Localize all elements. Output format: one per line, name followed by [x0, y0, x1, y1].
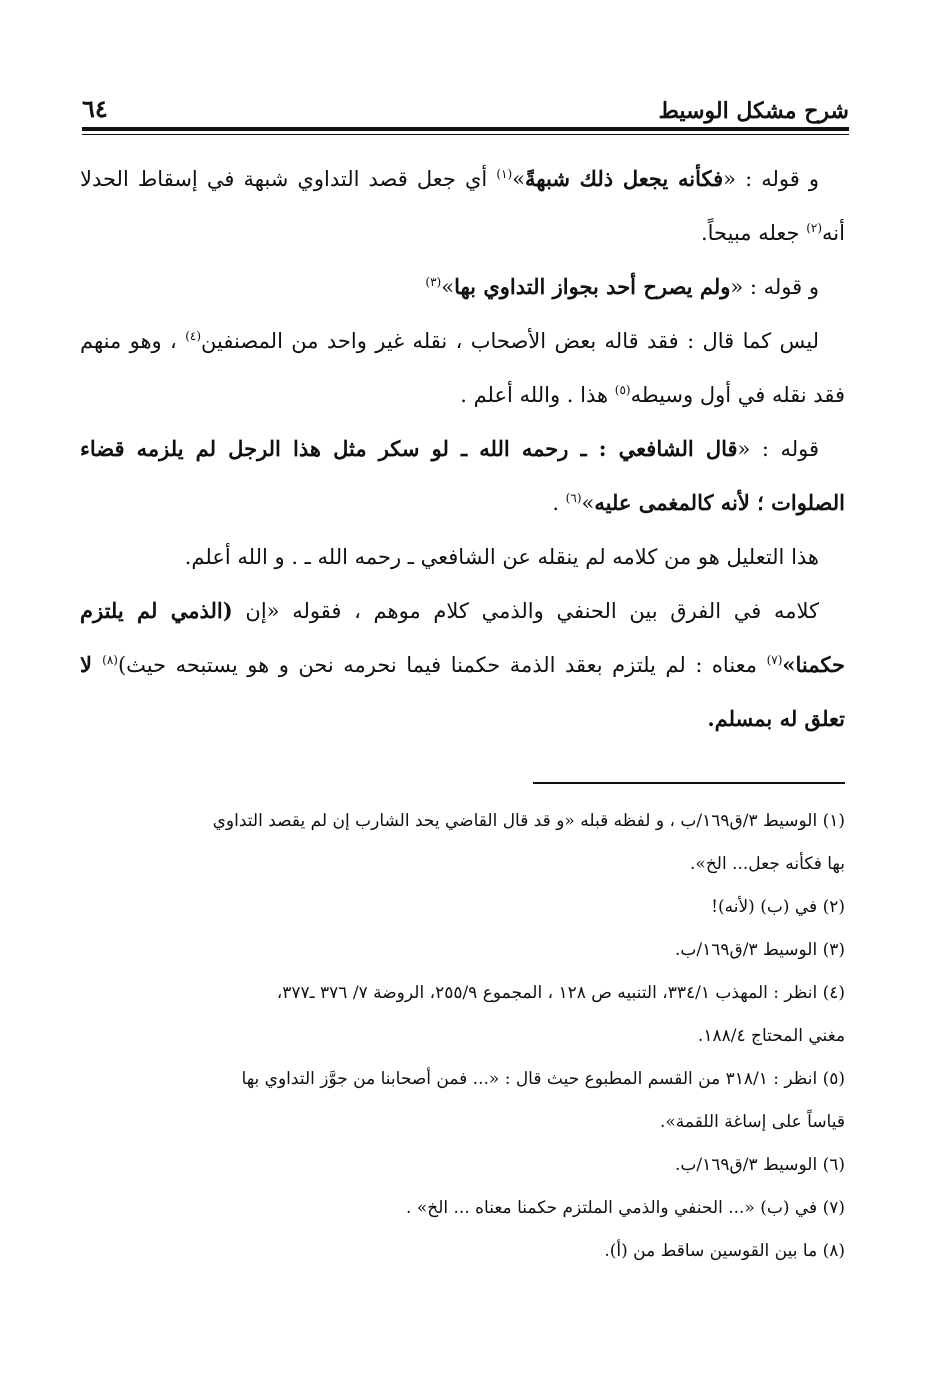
main-text [80, 152, 845, 746]
p3-text2: ، وهو منهم فقد نقله في أول وسيطه [80, 329, 845, 407]
footnote-ref-7: (٧) [766, 653, 783, 667]
footnote-ref-2: (٢) [806, 221, 823, 235]
footnote-4: (٤) انظر : المهذب ٣٣٤/١، التنبيه ص ١٢٨ ، المجموع ٢٥٥/٩، الروضة ٧/ ٣٧٦ ـ٣٧٧، [276, 983, 845, 1003]
footnote-ref-6: (٦) [565, 491, 582, 505]
paragraph-6 [80, 584, 845, 746]
footnote-8: (٨) ما بين القوسين ساقط من (أ). [604, 1241, 845, 1261]
header-rule-thin [82, 134, 849, 135]
footnote-4-cont: مغني المحتاج ١٨٨/٤. [697, 1026, 845, 1046]
p1-text2: جعله مبيحاً. [700, 221, 807, 245]
page-header [82, 92, 849, 132]
footnote-7: (٧) في (ب) «... الحنفي والذمي الملتزم حكمنا معناه ... الخ» . [406, 1198, 845, 1218]
p1-quote: فكأنه يجعل ذلك شبهةً [525, 166, 724, 191]
footnote-6: (٦) الوسيط ٣/ق١٦٩/ب. [674, 1155, 845, 1175]
header-rule-thick [82, 127, 849, 131]
paragraph-5 [80, 530, 845, 584]
footnotes [80, 800, 845, 1273]
p6-text1: كلامه في الفرق بين الحنفي والذمي كلام موهم ، فقوله «إن [232, 599, 819, 623]
footnote-ref-3: (٣) [425, 275, 442, 289]
p6-text2: معناه : لم يلتزم بعقد الذمة حكمنا فيما نحرمه نحن و هو يستبحه حيث) [117, 653, 767, 677]
p3-text3: هذا . والله أعلم . [460, 383, 615, 407]
footnote-ref-4: (٤) [185, 329, 202, 343]
footnote-ref-1: (١) [496, 167, 513, 181]
p1-text1: أي جعل قصد التداوي شبهة في إسقاط الحدلا أنه [80, 167, 845, 245]
footnote-separator [533, 782, 845, 784]
footnote-3: (٣) الوسيط ٣/ق١٦٩/ب. [674, 940, 845, 960]
footnote-5-cont: قياساً على إساغة اللقمة». [659, 1112, 845, 1132]
running-title: شرح مشكل الوسيط [658, 98, 849, 124]
paragraph-1 [80, 152, 845, 260]
p6-text3: لا تعلق له بمسلم. [80, 652, 845, 731]
footnote-5: (٥) انظر : ٣١٨/١ من القسم المطبوع حيث قال : «... فمن أصحابنا من جوَّز التداوي بها [241, 1069, 845, 1089]
p1-close: » [512, 167, 526, 191]
footnote-ref-8: (٨) [102, 653, 118, 667]
p4-close: » [581, 491, 595, 515]
paragraph-4 [80, 422, 845, 530]
footnote-1-cont: بها فكأنه جعل... الخ». [690, 854, 845, 874]
p2-close: » [441, 275, 455, 299]
footnote-2: (٢) في (ب) (لأنه)! [711, 897, 845, 917]
p1-lead: و قوله : « [723, 167, 820, 191]
p2-lead: و قوله : « [730, 275, 819, 299]
paragraph-3 [80, 314, 845, 422]
p5-text: هذا التعليل هو من كلامه لم ينقله عن الشافعي ـ رحمه الله ـ . و الله أعلم. [184, 545, 819, 569]
footnote-ref-5: (٥) [614, 383, 631, 397]
page-number: ٦٤ [82, 94, 108, 123]
p3-text1: ليس كما قال : فقد قاله بعض الأصحاب ، نقله غير واحد من المصنفين [201, 329, 820, 353]
paragraph-2 [80, 260, 845, 314]
p4-lead: قوله : « [737, 437, 819, 461]
p4-quote: قال الشافعي : ـ رحمه الله ـ لو سكر مثل هذا الرجل لم يلزمه قضاء الصلوات ؛ لأنه كالمغمى عليه [80, 436, 845, 515]
p4-end: . [552, 491, 566, 515]
p2-quote: ولم يصرح أحد بجواز التداوي بها [454, 274, 731, 299]
footnote-1: (١) الوسيط ٣/ق١٦٩/ب ، و لفظه قبله «و قد قال القاضي يحد الشارب إن لم يقصد التداوي [212, 811, 845, 831]
p6-quote: (الذمي لم يلتزم حكمنا» [80, 598, 845, 677]
